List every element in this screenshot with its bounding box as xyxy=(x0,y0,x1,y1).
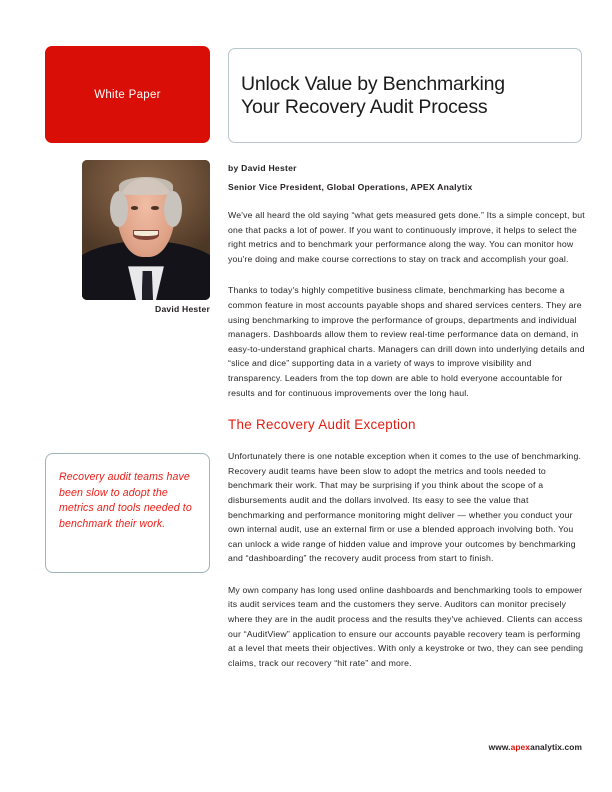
portrait-hair-left xyxy=(110,191,128,227)
footer-url-prefix: www. xyxy=(488,742,511,752)
footer-url-brand-accent: apex xyxy=(510,742,531,752)
footer-website-url[interactable] xyxy=(489,742,582,752)
white-paper-banner-label: White Paper xyxy=(94,88,161,101)
body-paragraph-2: Thanks to today's highly competitive business climate, benchmarking has become a common feature in most accounts payable shops and shared services centers. They are using benchmarking to improve the performance of groups, departments and individual managers. Dashboards allow them to review real-time performance data on demand, in easy-to-understand graphical charts. Managers can drill down into underlying details and “slice and dice” supporting data in a variety of ways to improve visibility and transparency. Leaders from the top down are able to hold everyone accountable for results and for continuous improvements over the long haul. xyxy=(228,285,585,398)
page-title-line-1: Unlock Value by Benchmarking xyxy=(241,72,505,95)
body-paragraph-1: We've all heard the old saying “what gets measured gets done.” Its a simple concept, but one that packs a lot of power. If you want to continuously improve, it helps to select the right metrics and to benchmark your performance along the way. You can monitor how you're doing and make course corrections to stay on track and accomplish your goal. xyxy=(228,210,585,264)
portrait-eye-left xyxy=(131,206,139,210)
portrait-eye-right xyxy=(151,206,159,210)
byline-role: Senior Vice President, Global Operations, APEX Analytix xyxy=(228,182,473,192)
body-paragraph-3: Unfortunately there is one notable exception when it comes to the use of benchmarking. Recovery audit teams have been slow to adopt the metrics and tools needed to benchmark their work. That may be surprising if you think about the scope of a disbursements audit and the dollars involved. Its easy to see the value that benchmarking and performance monitoring might deliver — whether you conduct your own internal audit, use an external firm or use a blended approach involving both. You can unlock a wide range of hidden value and improve your outcomes by benchmarking and “dashboarding” the recovery audit process from start to finish. xyxy=(228,451,582,564)
page-title-line-2: Your Recovery Audit Process xyxy=(241,95,488,118)
page-title xyxy=(229,73,505,119)
author-photo-caption: David Hester xyxy=(155,304,210,314)
portrait-necktie xyxy=(142,271,154,300)
portrait-teeth xyxy=(134,231,157,236)
byline-author: by David Hester xyxy=(228,163,297,173)
author-portrait-photo xyxy=(82,160,210,300)
byline xyxy=(228,163,584,192)
white-paper-banner xyxy=(45,46,210,143)
article-body xyxy=(228,208,586,687)
title-card xyxy=(228,48,582,143)
pullquote-text: Recovery audit teams have been slow to adopt the metrics and tools needed to benchmark their work. xyxy=(59,471,192,530)
section-heading: The Recovery Audit Exception xyxy=(228,417,416,433)
portrait-hair-top xyxy=(119,177,173,195)
body-paragraph-4: My own company has long used online dashboards and benchmarking tools to empower its audit services team and the customers they serve. Auditors can monitor precisely where they are in the audit process and the results they've achieved. Clients can access our “AuditView” application to ensure our accounts payable recovery team is performing at a level that meets their objectives. With only a keystroke or two, they can see pending claims, track our recovery “hit rate” and more. xyxy=(228,584,584,668)
pullquote-box xyxy=(45,453,210,573)
footer-url-suffix: analytix.com xyxy=(530,742,582,752)
portrait-hair-right xyxy=(164,191,182,227)
